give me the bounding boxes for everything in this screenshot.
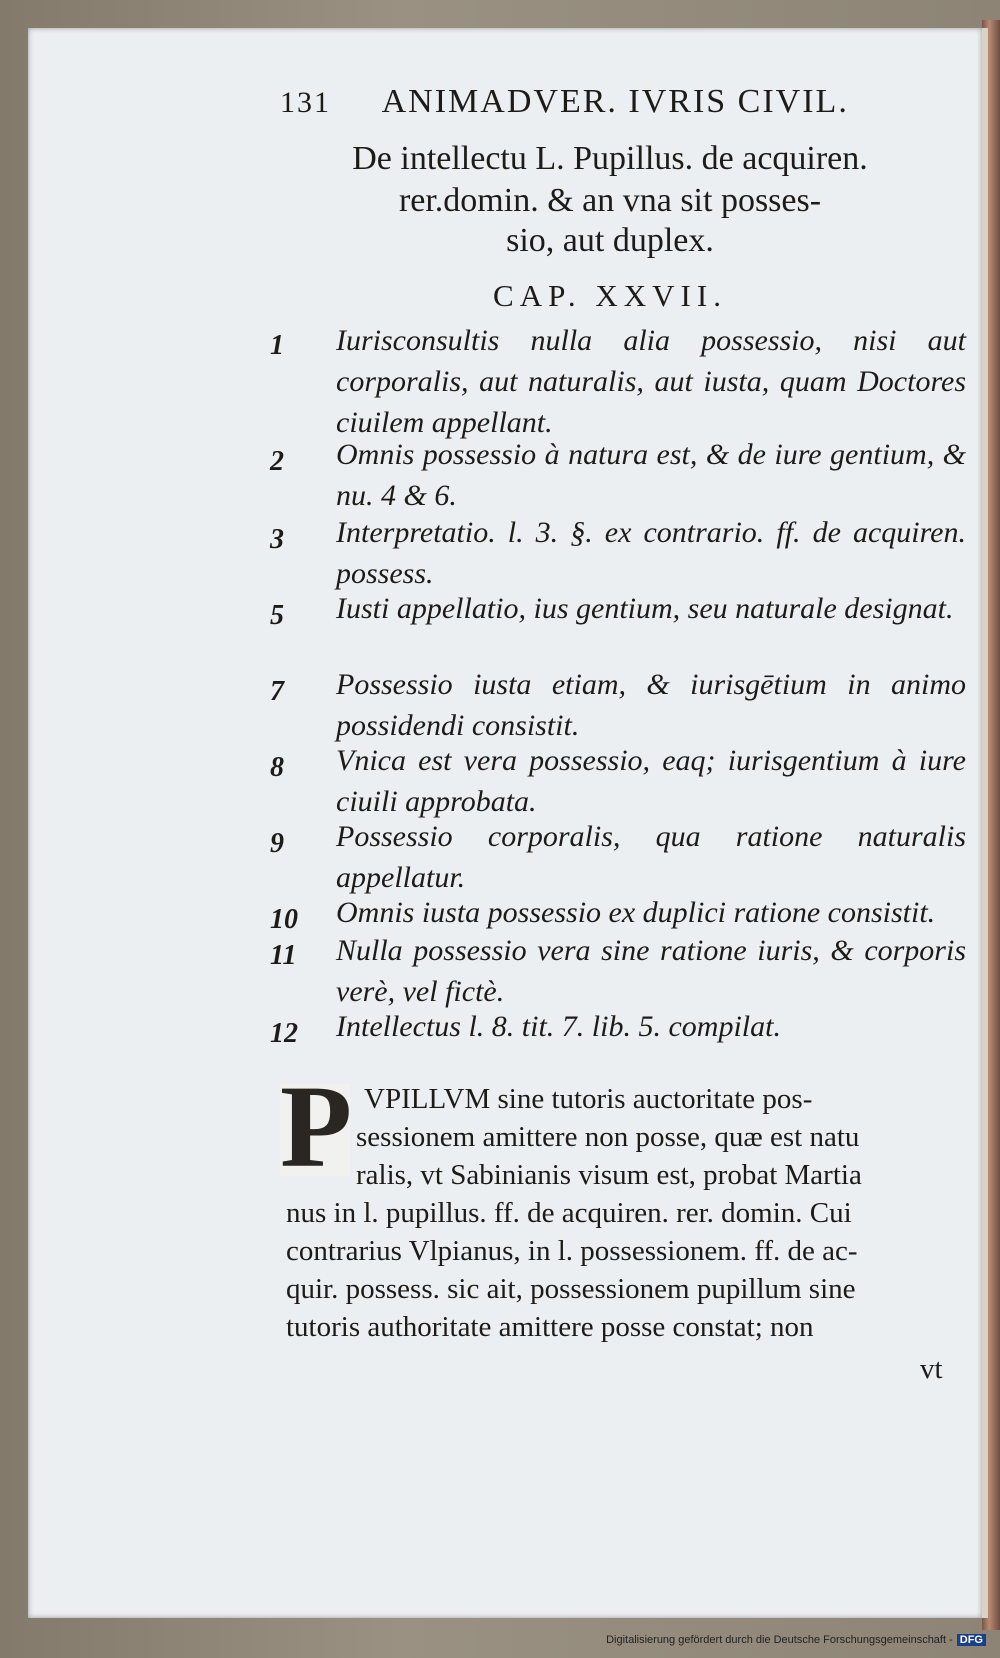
summary-number: 8 bbox=[270, 752, 284, 783]
summary-number: 7 bbox=[270, 676, 284, 707]
summary-text: Nulla possessio vera sine ratione iuris, & corporis verè, vel fictè. bbox=[336, 934, 966, 1008]
summary-number: 10 bbox=[270, 904, 298, 935]
chapter-title-line-2: rer.domin. & an vna sit posses- bbox=[398, 182, 822, 219]
chapter-number: CAP. XXVII. bbox=[493, 278, 727, 313]
summary-number: 11 bbox=[270, 940, 297, 971]
summary-text: Possessio corporalis, qua ratione naturalis appellatur. bbox=[336, 820, 966, 894]
body-line: VPILLVM sine tutoris auctoritate pos- bbox=[364, 1083, 813, 1115]
summary-text: Intellectus l. 8. tit. 7. lib. 5. compilat. bbox=[336, 1010, 781, 1043]
body-line: tutoris authoritate amittere posse constat; non bbox=[286, 1311, 814, 1343]
page-number: 131 bbox=[280, 86, 331, 119]
catchword: vt bbox=[920, 1353, 943, 1385]
running-title: ANIMADVER. IVRIS CIVIL. bbox=[381, 83, 849, 120]
digitization-credit bbox=[606, 1634, 986, 1646]
summary-text: Omnis possessio à natura est, & de iure gentium, & nu. 4 & 6. bbox=[336, 438, 966, 512]
summary-text: Interpretatio. l. 3. §. ex contrario. ff. de acquiren. possess. bbox=[336, 516, 966, 590]
body-line: contrarius Vlpianus, in l. possessionem. ff. de ac- bbox=[286, 1235, 858, 1267]
digitization-text: Digitalisierung gefördert durch die Deutsche Forschungsgemeinschaft - bbox=[606, 1634, 953, 1646]
summary-text: Vnica est vera possessio, eaq; iurisgentium à iure ciuili approbata. bbox=[336, 744, 966, 818]
running-head bbox=[280, 83, 849, 121]
summary-text: Omnis iusta possessio ex duplici ratione consistit. bbox=[336, 896, 936, 929]
summary-text: Possessio iusta etiam, & iurisgētium in animo possidendi consistit. bbox=[336, 668, 966, 742]
summary-number: 12 bbox=[270, 1018, 298, 1049]
summary-number: 1 bbox=[270, 330, 284, 361]
summary-text: Iurisconsultis nulla alia possessio, nisi aut corporalis, aut naturalis, aut iusta, quam Doctores ciuilem appellant. bbox=[336, 324, 966, 439]
summary-text: Iusti appellatio, ius gentium, seu naturale designat. bbox=[336, 592, 954, 625]
body-line: quir. possess. sic ait, possessionem pupillum sine bbox=[286, 1273, 856, 1305]
summary-number: 2 bbox=[270, 446, 284, 477]
body-line: nus in l. pupillus. ff. de acquiren. rer. domin. Cui bbox=[286, 1197, 852, 1229]
summary-number: 5 bbox=[270, 600, 284, 631]
drop-cap-letter: P bbox=[280, 1061, 353, 1192]
body-line: ralis, vt Sabinianis visum est, probat Martia bbox=[356, 1159, 862, 1191]
dfg-logo: DFG bbox=[957, 1634, 986, 1646]
body-line: sessionem amittere non posse, quæ est natu bbox=[356, 1121, 860, 1153]
chapter-title-line-1: De intellectu L. Pupillus. de acquiren. bbox=[352, 140, 868, 177]
summary-number: 3 bbox=[270, 524, 284, 555]
chapter-title-line-3: sio, aut duplex. bbox=[506, 222, 714, 259]
drop-cap bbox=[280, 1061, 353, 1192]
summary-number: 9 bbox=[270, 828, 284, 859]
